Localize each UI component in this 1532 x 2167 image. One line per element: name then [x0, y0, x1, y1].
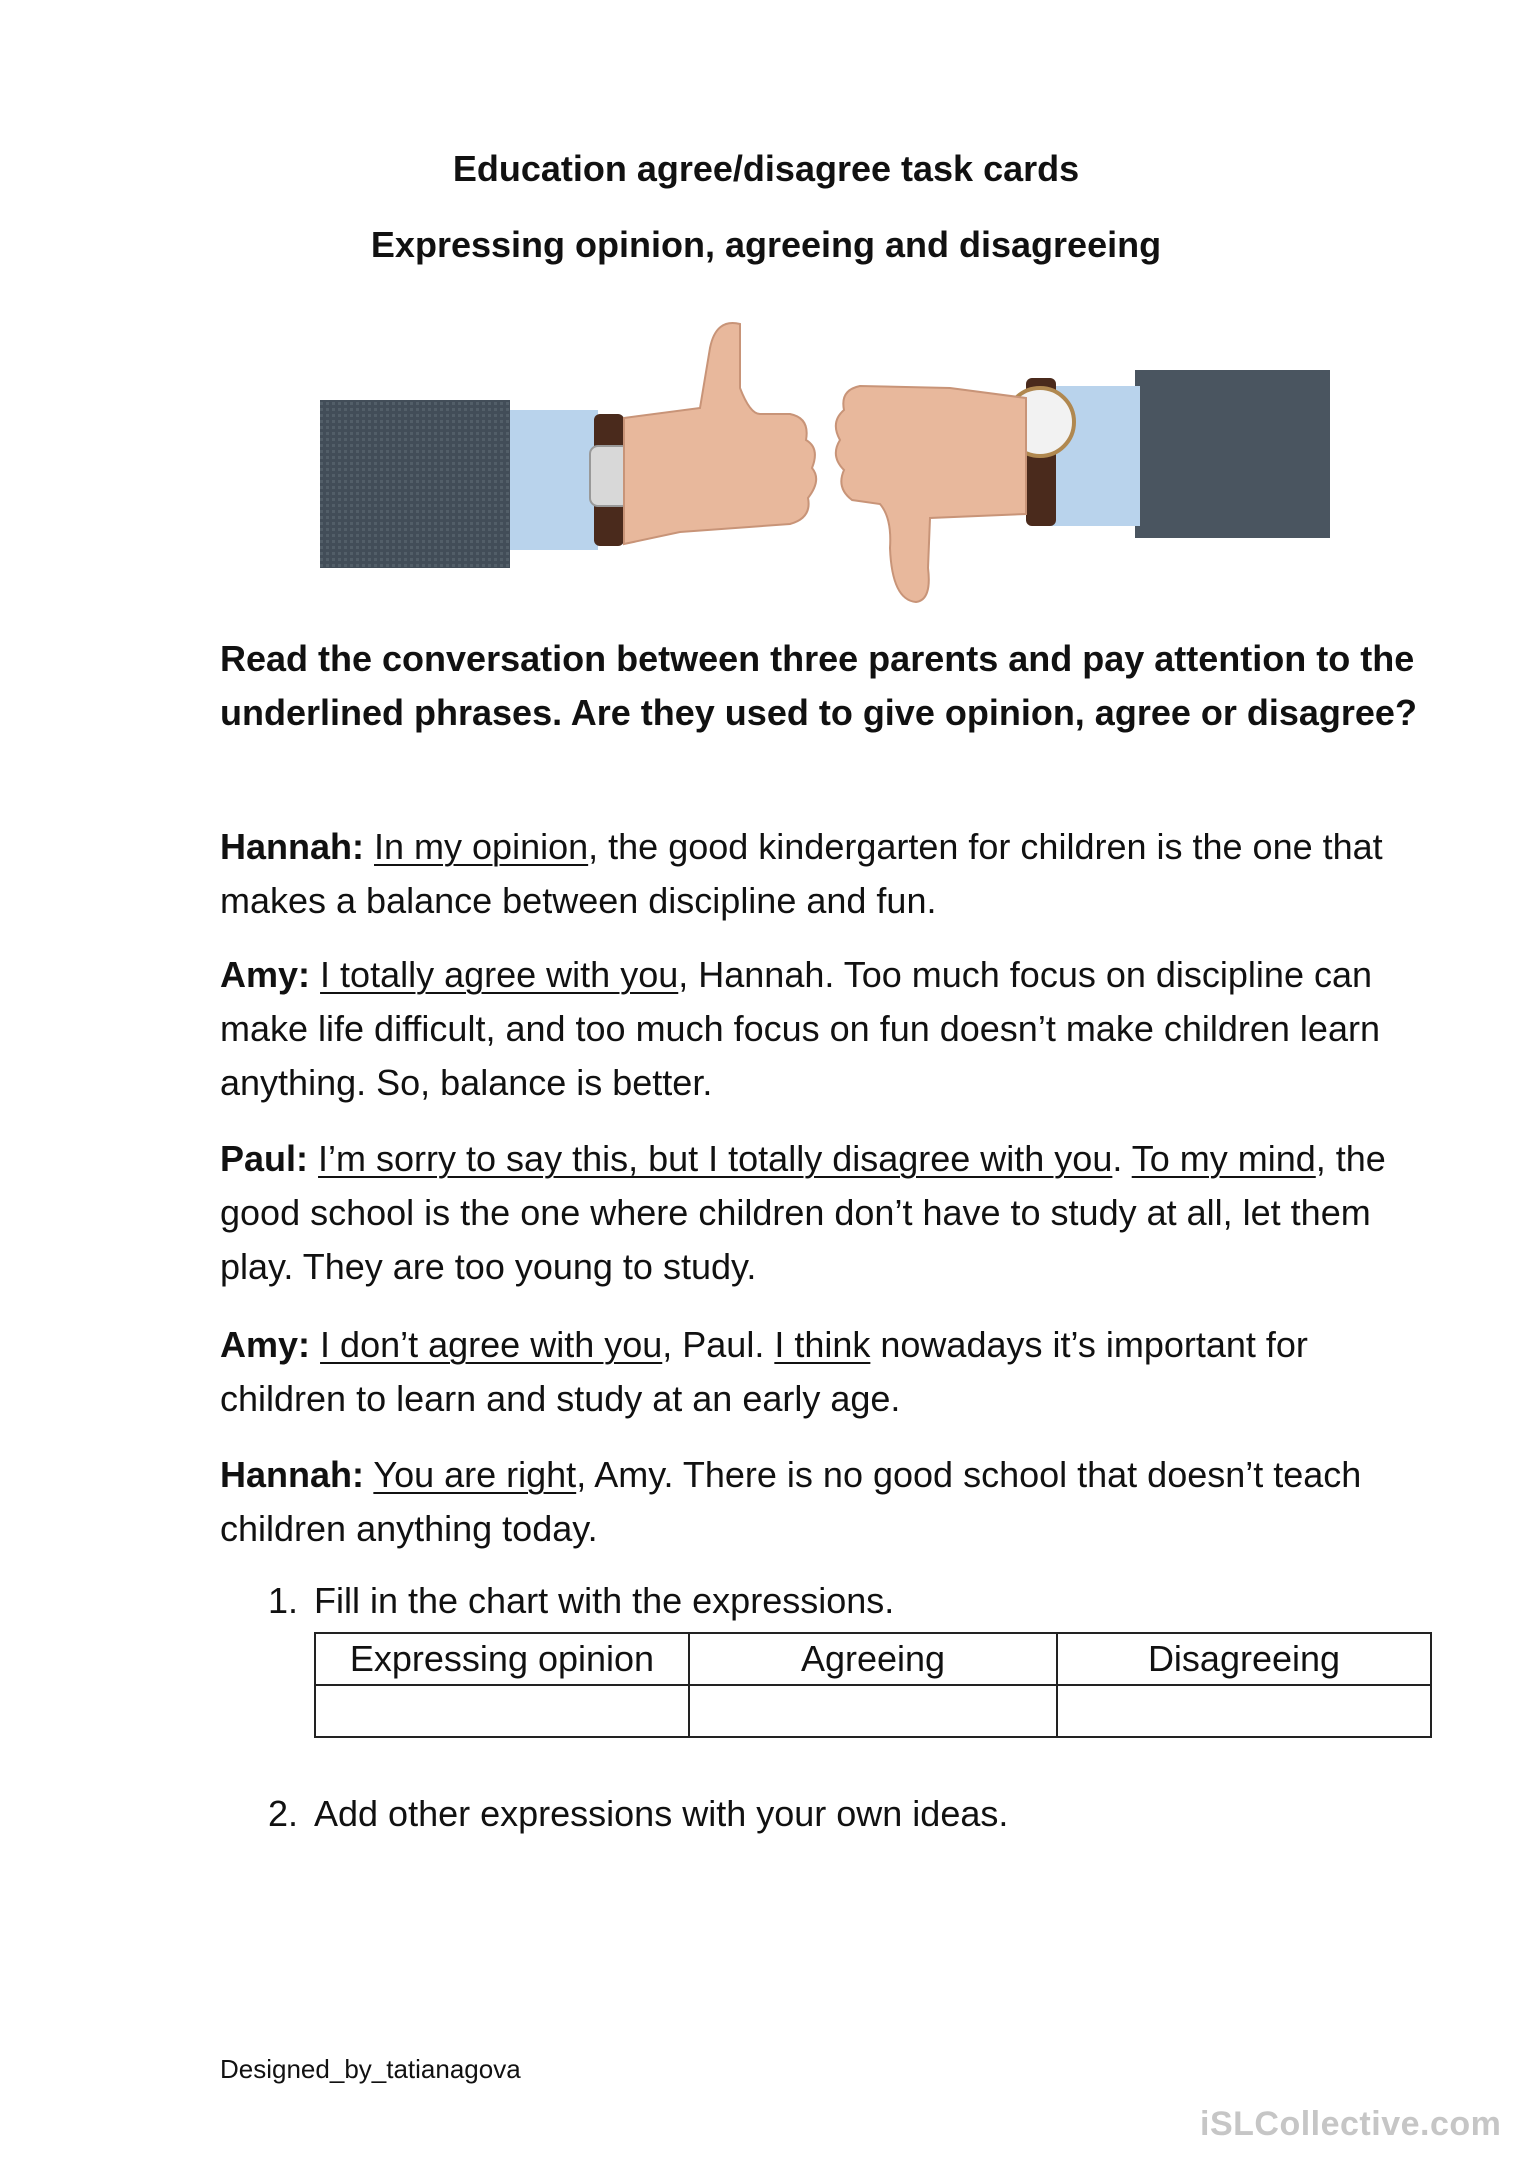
task-text: Add other expressions with your own ideas.: [314, 1793, 1009, 1834]
dialogue-text: .: [1112, 1138, 1132, 1179]
expressions-chart: [314, 1632, 1432, 1738]
task-item: [268, 1574, 894, 1628]
underlined-phrase: You are right: [373, 1454, 577, 1495]
task-number: 2.: [268, 1793, 299, 1834]
instruction-text: Read the conversation between three parents and pay attention to the underlined phrases. Are they used to give opinion, agree or disagree?: [220, 638, 1417, 733]
designer-credit: Designed_by_tatianagova: [220, 2054, 521, 2084]
dialogue-line: [220, 1318, 1430, 1426]
watermark: iSLCollective.com: [1200, 2105, 1502, 2143]
speaker-name: Hannah:: [220, 1454, 364, 1495]
thumbs-down-icon: [836, 370, 1330, 602]
dialogue-text: , the good school is the one where children don’t have to study at all, let them play. They are too young to study.: [220, 1138, 1386, 1287]
chart-cell-agreeing[interactable]: [689, 1685, 1057, 1737]
agree-disagree-hands-image: [320, 318, 1330, 608]
underlined-phrase: In my opinion: [374, 826, 589, 867]
chart-header-disagreeing: Disagreeing: [1057, 1633, 1431, 1685]
dialogue-text: , the good kindergarten for children is the one that makes a balance between discipline and fun.: [220, 826, 1383, 921]
thumbs-up-icon: [320, 323, 816, 568]
task-text: Fill in the chart with the expressions.: [314, 1580, 895, 1621]
task-item: [268, 1787, 1008, 1841]
speaker-name: Amy:: [220, 954, 311, 995]
speaker-name: Amy:: [220, 1324, 311, 1365]
chart-answer-row: [315, 1685, 1431, 1737]
chart-cell-disagreeing[interactable]: [1057, 1685, 1431, 1737]
underlined-phrase: I’m sorry to say this, but I totally disagree with you: [318, 1138, 1113, 1179]
page-subtitle: Expressing opinion, agreeing and disagreeing: [370, 224, 1162, 265]
chart-header-agreeing: Agreeing: [689, 1633, 1057, 1685]
task-number: 1.: [268, 1580, 299, 1621]
dialogue-line: [220, 1448, 1430, 1556]
dialogue-text: nowadays it’s important for children to learn and study at an early age.: [220, 1324, 1308, 1419]
chart-cell-opinion[interactable]: [315, 1685, 689, 1737]
underlined-phrase: I totally agree with you: [320, 954, 679, 995]
underlined-phrase: I think: [774, 1324, 871, 1365]
dialogue-line: [220, 1132, 1430, 1294]
chart-header-row: [315, 1633, 1431, 1685]
underlined-phrase: I don’t agree with you: [320, 1324, 663, 1365]
chart-header-opinion: Expressing opinion: [315, 1633, 689, 1685]
underlined-phrase: To my mind: [1131, 1138, 1316, 1179]
speaker-name: Hannah:: [220, 826, 364, 867]
dialogue-line: [220, 820, 1430, 928]
dialogue-text: , Paul.: [662, 1324, 775, 1365]
page-title: Education agree/disagree task cards: [452, 148, 1080, 189]
dialogue-line: [220, 948, 1430, 1110]
dialogue-text: , Hannah. Too much focus on discipline can make life difficult, and too much focus on fun doesn’t make children learn anything. So, balance is better.: [220, 954, 1380, 1103]
speaker-name: Paul:: [220, 1138, 309, 1179]
dialogue-text: , Amy. There is no good school that doesn’t teach children anything today.: [220, 1454, 1362, 1549]
